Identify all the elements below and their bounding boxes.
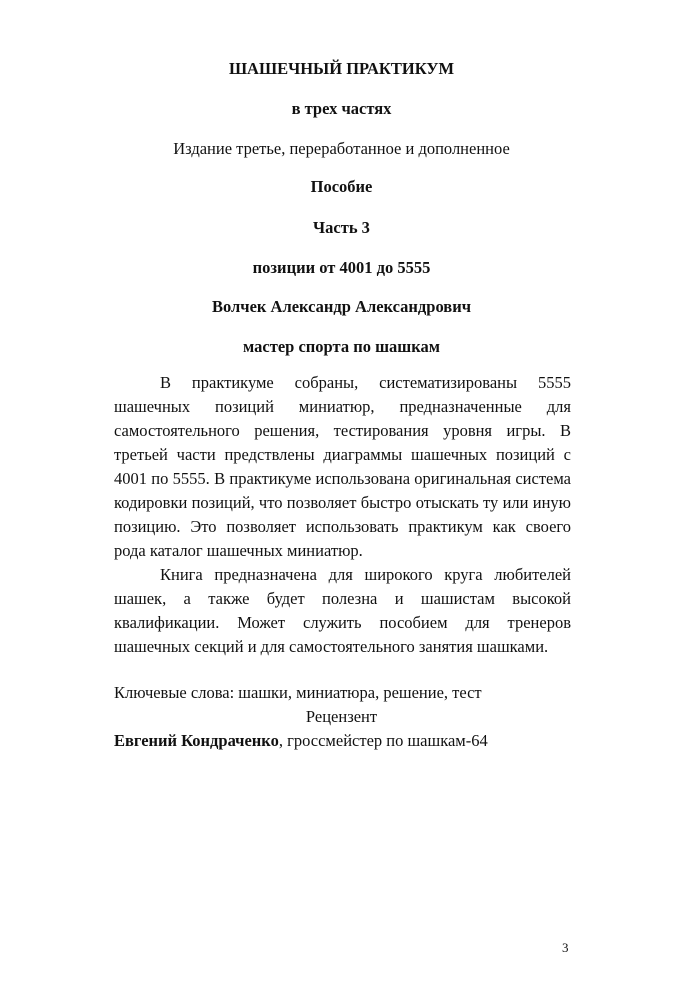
part-number: Часть 3: [313, 218, 370, 237]
book-subtitle: в трех частях: [291, 99, 392, 118]
abstract-paragraph: В практикуме собраны, систематизированы 5555 шашечных позиций миниатюр, предназначенные для самостоятельного решения, тестирования уровня игры. В третьей части предствлены диаграммы шашечных позиций с 4001 по 5555. В практикуме использована оригинальная система кодировки позиций, что позволяет быстро отыскать ту или иную позицию. Это позволяет использовать практикум как своего рода каталог шашечных миниатюр.: [114, 373, 571, 560]
positions-range: позиции от 4001 до 5555: [252, 258, 431, 277]
author-name: Волчек Александр Александрович: [211, 297, 472, 316]
abstract: [114, 371, 571, 659]
keywords: Ключевые слова: шашки, миниатюра, решение, тест: [114, 683, 482, 702]
reviewer-label: Рецензент: [305, 707, 378, 726]
book-title: ШАШЕЧНЫЙ ПРАКТИКУМ: [228, 59, 455, 78]
author-rank: мастер спорта по шашкам: [243, 337, 440, 356]
edition-note: Издание третье, переработанное и дополненное: [173, 139, 510, 158]
page-number: 3: [562, 940, 569, 955]
reviewer-line: [114, 729, 488, 753]
reviewer-name: Евгений Кондраченко: [114, 731, 279, 750]
document-type: Пособие: [310, 177, 373, 196]
reviewer-title: , гроссмейстер по шашкам-64: [278, 731, 488, 750]
abstract-paragraph: Книга предназначена для широкого круга любителей шашек, а также будет полезна и шашистам высокой квалификации. Может служить пособием для тренеров шашечных секций и для самостоятельного занятия шашками.: [114, 565, 571, 656]
